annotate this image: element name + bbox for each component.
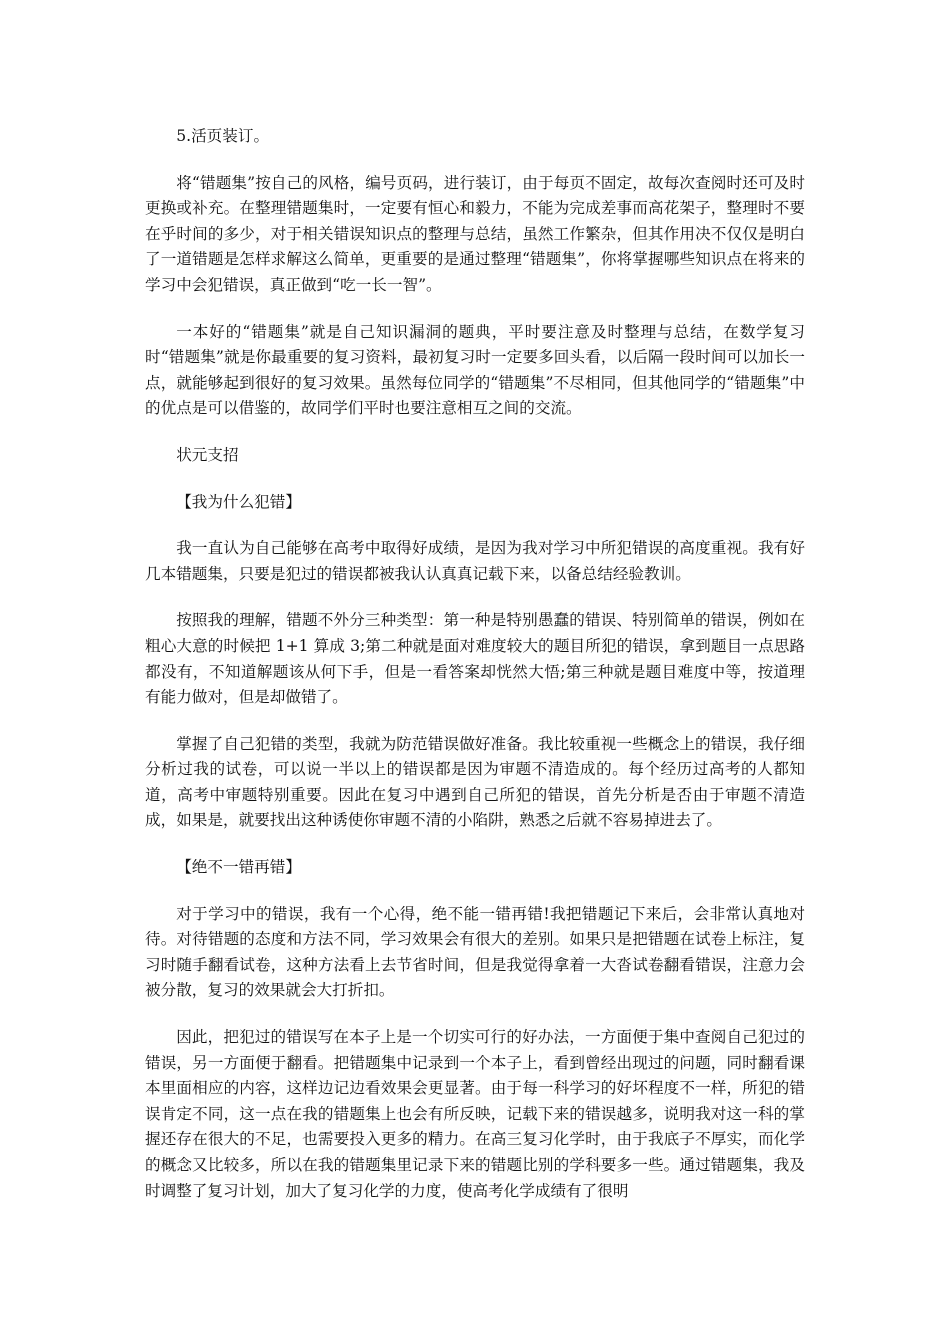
paragraph-reading-questions: 掌握了自己犯错的类型，我就为防范错误做好准备。我比较重视一些概念上的错误，我仔细分析过我的试卷，可以说一半以上的错误都是因为审题不清造成的。每个经历过高考的人都知道，高考中审题特别重要。因此在复习中遇到自己所犯的错误，首先分析是否由于审题不清造成，如果是，就要找出这种诱使你审题不清的小陷阱，熟悉之后就不容易掉进去了。 [145,734,805,830]
subheading-never-repeat: 【绝不一错再错】 [176,858,301,877]
paragraph-three-error-types: 按照我的理解，错题不外分三种类型：第一种是特别愚蠢的错误、特别简单的错误，例如在粗心大意的时候把 1+1 算成 3;第二种就是面对难度较大的题目所犯的错误，拿到题目一点思路都没有，不知道解题该从何下手，但是一看答案却恍然大悟;第三种就是题目难度中等，按道理有能力做对，但是却做错了。 [145,611,805,707]
section-heading-top-student-tips: 状元支招 [176,445,239,464]
paragraph-binding-method: 将“错题集”按自己的风格，编号页码，进行装订，由于每页不固定，故每次查阅时还可及时更换或补充。在整理错题集时，一定要有恒心和毅力，不能为完成差事而高花架子，整理时不要在乎时间的多少，对于相关错误知识点的整理与总结，虽然工作繁杂，但其作用决不仅仅是明白了一道错题是怎样求解这么简单，更重要的是通过整理“错题集”，你将掌握哪些知识点在将来的学习中会犯错误，真正做到“吃一长一智”。 [145,173,805,294]
paragraph-error-collection-value: 一本好的“错题集”就是自己知识漏洞的题典，平时要注意及时整理与总结，在数学复习时“错题集”就是你最重要的复习资料，最初复习时一定要多回头看，以后隔一段时间可以加长一点，就能够起到很好的复习效果。虽然每位同学的“错题集”不尽相同，但其他同学的“错题集”中的优点是可以借鉴的，故同学们平时也要注意相互之间的交流。 [145,322,805,418]
paragraph-handling-errors: 对于学习中的错误，我有一个心得，绝不能一错再错!我把错题记下来后，会非常认真地对待。对待错题的态度和方法不同，学习效果会有很大的差别。如果只是把错题在试卷上标注，复习时随手翻看试卷，这种方法看上去节省时间，但是我觉得拿着一大沓试卷翻看错误，注意力会被分散，复习的效果就会大打折扣。 [145,904,805,1000]
paragraph-attention-to-mistakes: 我一直认为自己能够在高考中取得好成绩，是因为我对学习中所犯错误的高度重视。我有好几本错题集，只要是犯过的错误都被我认认真真记载下来，以备总结经验教训。 [145,539,805,583]
subheading-why-mistakes: 【我为什么犯错】 [176,492,301,511]
paragraph-notebook-method: 因此，把犯过的错误写在本子上是一个切实可行的好办法，一方面便于集中查阅自己犯过的错误，另一方面便于翻看。把错题集中记录到一个本子上，看到曾经出现过的问题，同时翻看课本里面相应的内容，这样边记边看效果会更显著。由于每一科学习的好坏程度不一样，所犯的错误肯定不同，这一点在我的错题集上也会有所反映，记载下来的错误越多，说明我对这一科的掌握还存在很大的不足，也需要投入更多的精力。在高三复习化学时，由于我底子不厚实，而化学的概念又比较多，所以在我的错题集里记录下来的错题比别的学科要多一些。通过错题集，我及时调整了复习计划，加大了复习化学的力度，使高考化学成绩有了很明 [145,1028,805,1200]
section-heading-binding: 5.活页装订。 [176,127,270,145]
document-body [145,124,805,1225]
